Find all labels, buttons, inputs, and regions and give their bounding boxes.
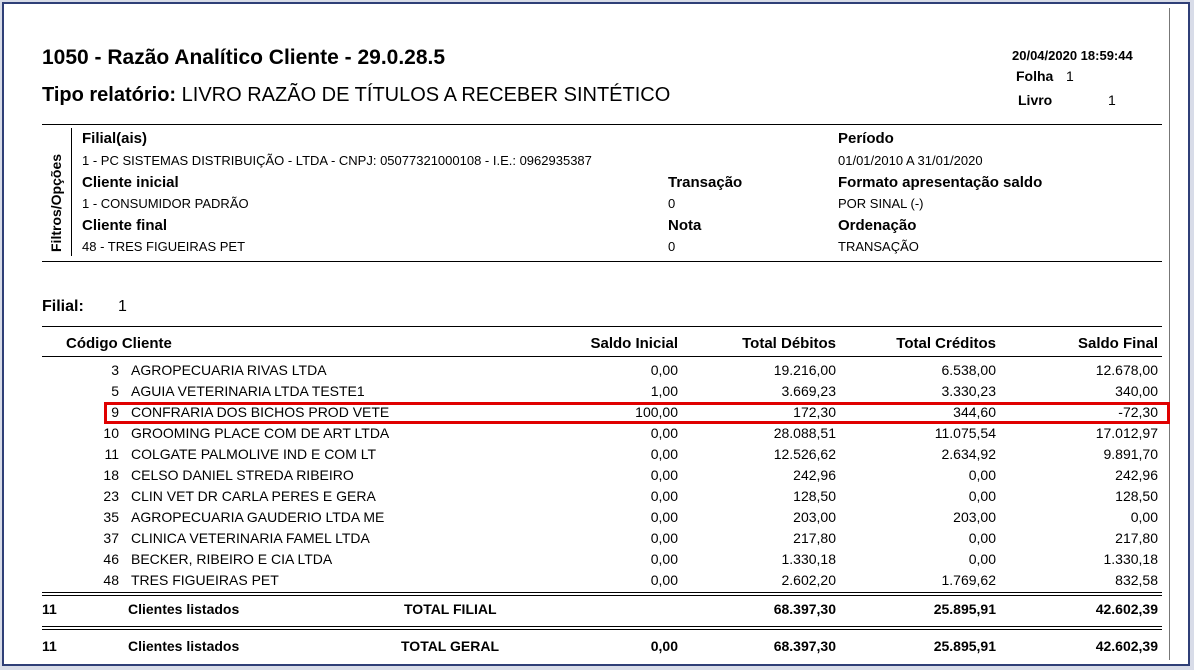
creditos-cell: 203,00 [953, 509, 996, 525]
highlight-box [104, 402, 1170, 424]
formato-value: POR SINAL (-) [838, 196, 924, 211]
total-geral-label: Clientes listados [128, 638, 240, 654]
client-code: 46 [103, 551, 119, 567]
client-code: 18 [103, 467, 119, 483]
total-filial-count: 11 [42, 601, 57, 617]
total-filial-top-line [42, 592, 1162, 593]
filial-label: Filial(ais) [82, 130, 148, 147]
table-row [4, 383, 1192, 404]
total-geral-creditos: 25.895,91 [933, 638, 996, 654]
saldo-final-cell: 832,58 [1115, 572, 1158, 588]
cliente-inicial-value: 1 - CONSUMIDOR PADRÃO [82, 196, 249, 211]
client-name: BECKER, RIBEIRO E CIA LTDA [131, 551, 333, 567]
table-row [4, 551, 1192, 572]
cliente-final-label: Cliente final [82, 217, 168, 234]
table-row [4, 425, 1192, 446]
client-name: TRES FIGUEIRAS PET [131, 572, 279, 588]
table-row [4, 446, 1192, 467]
client-code: 11 [104, 446, 119, 462]
filters-bottom-line [42, 261, 1162, 262]
cliente-final-value: 48 - TRES FIGUEIRAS PET [82, 239, 246, 254]
debitos-cell: 128,50 [793, 488, 836, 504]
creditos-cell: 0,00 [968, 467, 996, 483]
debitos-cell: 2.602,20 [781, 572, 836, 588]
total-filial-debitos: 68.397,30 [773, 601, 836, 617]
header-total-creditos: Total Créditos [896, 335, 996, 352]
saldo-final-cell: 217,80 [1115, 530, 1158, 546]
filial-value: 1 - PC SISTEMAS DISTRIBUIÇÃO - LTDA - CNPJ: 05077321000108 - I.E.: 0962935387 [82, 153, 592, 168]
client-code: 35 [103, 509, 119, 525]
total-filial-creditos: 25.895,91 [933, 601, 996, 617]
debitos-cell: 203,00 [793, 509, 836, 525]
transacao-value: 0 [668, 196, 676, 211]
nota-label: Nota [668, 217, 702, 234]
saldo-final-cell: 1.330,18 [1103, 551, 1158, 567]
creditos-cell: 0,00 [968, 551, 996, 567]
header-saldo-inicial: Saldo Inicial [590, 335, 678, 352]
header-total-debitos: Total Débitos [742, 335, 836, 352]
creditos-cell: 344,60 [953, 404, 996, 420]
saldo-inicial-cell: 0,00 [650, 467, 678, 483]
client-code: 5 [111, 383, 119, 399]
total-geral-top-line [42, 626, 1162, 627]
filial-section-label: Filial: [42, 298, 84, 315]
header-saldo-final: Saldo Final [1077, 335, 1158, 352]
folha-label: Folha [1016, 68, 1054, 84]
report-datetime: 20/04/2020 18:59:44 [1012, 48, 1133, 63]
filial-section-value: 1 [118, 298, 127, 315]
client-name: CELSO DANIEL STREDA RIBEIRO [131, 467, 354, 483]
creditos-cell: 1.769,62 [941, 572, 996, 588]
client-name: AGUIA VETERINARIA LTDA TESTE1 [131, 383, 365, 399]
saldo-inicial-cell: 0,00 [650, 509, 678, 525]
client-name: CLINICA VETERINARIA FAMEL LTDA [131, 530, 370, 546]
report-type [42, 84, 670, 107]
total-filial-top-line-2 [42, 595, 1162, 596]
client-code: 23 [103, 488, 119, 504]
creditos-cell: 0,00 [968, 488, 996, 504]
total-geral-top-line-2 [42, 629, 1162, 630]
total-geral-count: 11 [42, 638, 57, 654]
saldo-final-cell: 340,00 [1115, 383, 1158, 399]
total-filial-saldo-final: 42.602,39 [1095, 601, 1158, 617]
transacao-label: Transação [668, 174, 743, 191]
debitos-cell: 19.216,00 [773, 362, 836, 378]
creditos-cell: 2.634,92 [941, 446, 996, 462]
filters-divider [71, 128, 72, 256]
saldo-inicial-cell: 0,00 [650, 362, 678, 378]
client-code: 9 [111, 404, 119, 420]
saldo-final-cell: -72,30 [1118, 404, 1158, 420]
saldo-final-cell: 12.678,00 [1095, 362, 1158, 378]
client-code: 3 [111, 362, 119, 378]
creditos-cell: 3.330,23 [941, 383, 996, 399]
saldo-final-cell: 128,50 [1115, 488, 1158, 504]
table-row [4, 572, 1192, 593]
client-code: 10 [103, 425, 119, 441]
saldo-inicial-cell: 0,00 [650, 572, 678, 588]
saldo-inicial-cell: 0,00 [650, 446, 678, 462]
client-name: GROOMING PLACE COM DE ART LTDA [131, 425, 390, 441]
table-row [4, 509, 1192, 530]
report-title: 1050 - Razão Analítico Cliente - 29.0.28.5 [42, 46, 446, 69]
filters-side-label: Filtros/Opções [48, 153, 64, 252]
periodo-value: 01/01/2010 A 31/01/2020 [838, 153, 983, 168]
client-code: 37 [103, 530, 119, 546]
filters-top-line [42, 124, 1162, 125]
formato-label: Formato apresentação saldo [838, 174, 1043, 191]
debitos-cell: 242,96 [793, 467, 836, 483]
table-row [4, 488, 1192, 509]
folha-value: 1 [1066, 68, 1074, 84]
debitos-cell: 1.330,18 [781, 551, 836, 567]
creditos-cell: 6.538,00 [941, 362, 996, 378]
debitos-cell: 3.669,23 [781, 383, 836, 399]
total-filial-label: Clientes listados [128, 601, 240, 617]
client-code: 48 [103, 572, 119, 588]
client-name: CONFRARIA DOS BICHOS PROD VETE [131, 404, 390, 420]
report-type-label: Tipo relatório: [42, 84, 177, 106]
creditos-cell: 0,00 [968, 530, 996, 546]
debitos-cell: 217,80 [793, 530, 836, 546]
saldo-inicial-cell: 0,00 [650, 551, 678, 567]
table-top-line [42, 326, 1162, 327]
total-geral-debitos: 68.397,30 [773, 638, 836, 654]
debitos-cell: 28.088,51 [773, 425, 836, 441]
saldo-final-cell: 242,96 [1115, 467, 1158, 483]
ordenacao-label: Ordenação [838, 217, 917, 234]
header-bottom-line [42, 356, 1162, 357]
total-geral-saldo-inicial: 0,00 [650, 638, 678, 654]
debitos-cell: 12.526,62 [773, 446, 836, 462]
periodo-label: Período [838, 130, 894, 147]
client-name: AGROPECUARIA RIVAS LTDA [131, 362, 327, 378]
total-filial-title: TOTAL FILIAL [404, 601, 497, 617]
saldo-final-cell: 0,00 [1130, 509, 1158, 525]
saldo-final-cell: 17.012,97 [1095, 425, 1158, 441]
ordenacao-value: TRANSAÇÃO [838, 239, 919, 254]
saldo-inicial-cell: 0,00 [650, 425, 678, 441]
total-geral-saldo-final: 42.602,39 [1095, 638, 1158, 654]
saldo-inicial-cell: 0,00 [650, 530, 678, 546]
report-frame [2, 2, 1190, 666]
client-name: CLIN VET DR CARLA PERES E GERA [131, 488, 376, 504]
debitos-cell: 172,30 [793, 404, 836, 420]
table-row [4, 362, 1192, 383]
table-row [4, 467, 1192, 488]
table-row [4, 530, 1192, 551]
nota-value: 0 [668, 239, 676, 254]
creditos-cell: 11.075,54 [934, 425, 996, 441]
cliente-inicial-label: Cliente inicial [82, 174, 179, 191]
total-geral-title: TOTAL GERAL [401, 638, 499, 654]
header-codigo-cliente: Código Cliente [66, 335, 172, 352]
client-name: COLGATE PALMOLIVE IND E COM LT [131, 446, 377, 462]
saldo-inicial-cell: 100,00 [635, 404, 678, 420]
livro-value: 1 [1108, 92, 1116, 108]
report-type-value: LIVRO RAZÃO DE TÍTULOS A RECEBER SINTÉTICO [181, 84, 671, 106]
client-name: AGROPECUARIA GAUDERIO LTDA ME [131, 509, 385, 525]
saldo-final-cell: 9.891,70 [1103, 446, 1158, 462]
livro-label: Livro [1018, 92, 1053, 108]
saldo-inicial-cell: 1,00 [650, 383, 678, 399]
saldo-inicial-cell: 0,00 [650, 488, 678, 504]
